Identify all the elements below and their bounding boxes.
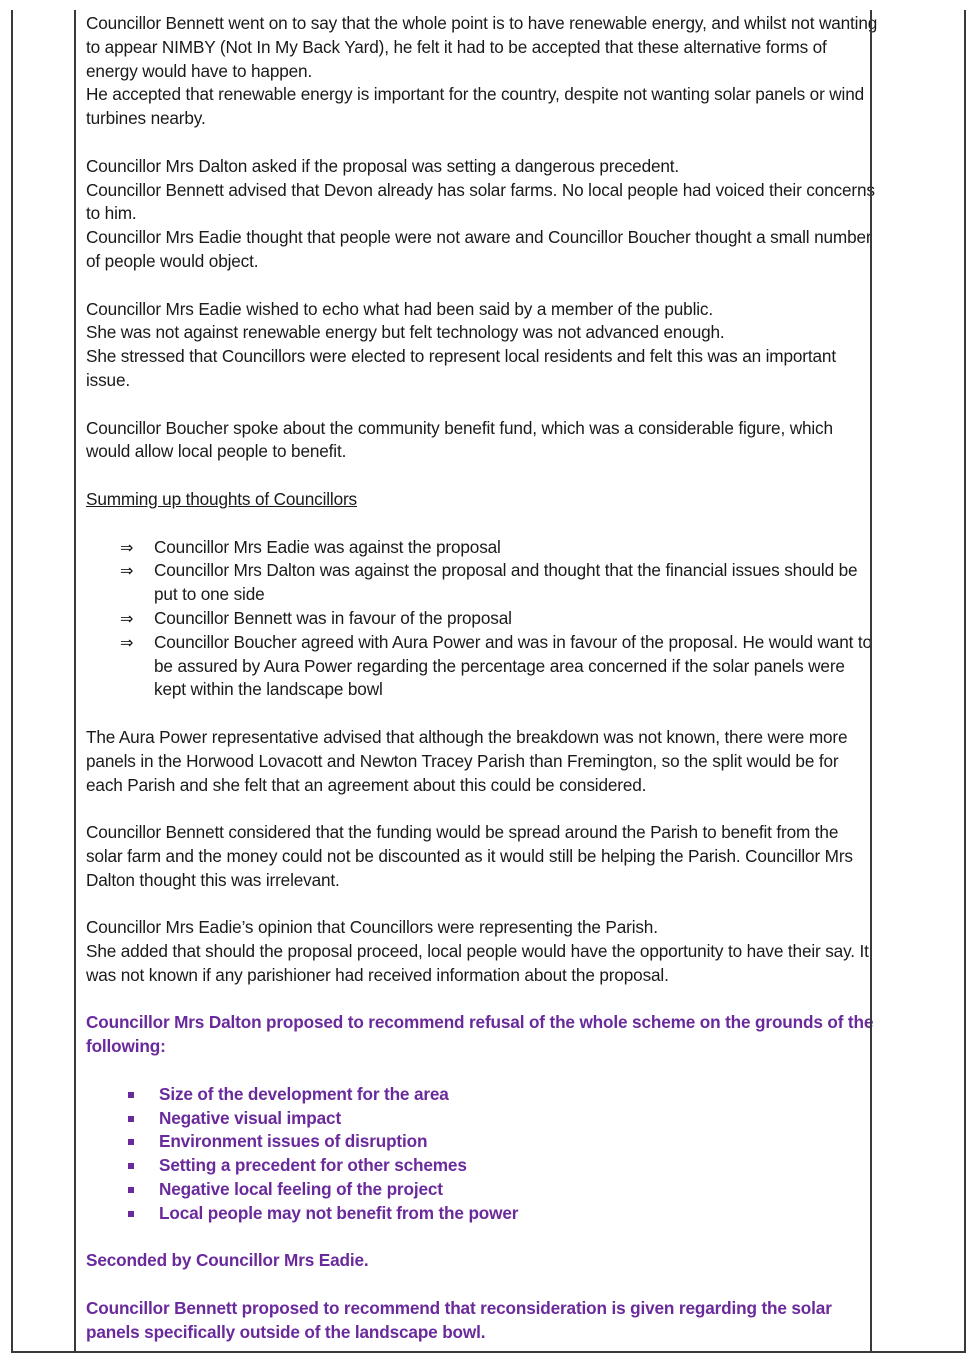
arrow-icon: ⇒ [120,537,134,557]
reconsideration-proposal: Councillor Bennett proposed to recommend that reconsideration is given regarding the solar panels specifically outside of the landscape bowl. [86,1298,832,1342]
seconded-line: Seconded by Councillor Mrs Eadie. [86,1250,369,1271]
eadie-echo-line: Councillor Mrs Eadie wished to echo what had been said by a member of the public. [86,298,714,319]
list-item-text: Negative local feeling of the project [159,1179,443,1200]
list-item-text: Councillor Mrs Dalton was against the proposal and thought that the financial issues should be put to one side [154,560,858,605]
list-item-text: Size of the development for the area [159,1083,449,1104]
square-bullet-icon [128,1139,134,1145]
arrow-icon: ⇒ [120,632,134,652]
summing-list [86,536,878,703]
list-item [86,631,878,702]
eadie-technology-line: She was not against renewable energy but felt technology was not advanced enough. [86,322,725,343]
item-number-column [13,10,76,1351]
bennett-renewable-paragraph: Councillor Bennett went on to say that the whole point is to have renewable energy, and whilst not wanting to appear NIMBY (Not In My Back Yard), he felt it had to be accepted that these alternative forms of energy would have to happen. [86,13,878,81]
list-item [86,1202,878,1226]
eadie-opinion-line: Councillor Mrs Eadie’s opinion that Councillors were representing the Parish. [86,917,658,938]
eadie-boucher-line: Councillor Mrs Eadie thought that people were not aware and Councillor Boucher thought a small number of people would object. [86,227,872,271]
action-column [870,10,964,1351]
list-item [86,1083,878,1107]
list-item [86,607,878,631]
grounds-list [86,1083,878,1226]
list-item [86,1107,878,1131]
minutes-table [11,10,966,1353]
list-item-text: Local people may not benefit from the power [159,1202,519,1223]
bennett-funding-paragraph: Councillor Bennett considered that the funding would be spread around the Parish to benefit from the solar farm and the money could not be discounted as it would still be helping the Parish. Councillor Mrs Dalton thought this was irrelevant. [86,822,853,890]
square-bullet-icon [128,1187,134,1193]
aura-power-paragraph: The Aura Power representative advised that although the breakdown was not known, there were more panels in the Horwood Lovacott and Newton Tracey Parish than Fremington, so the split would be for each Parish and she felt that an agreement about this could be considered. [86,726,848,795]
list-item-text: Councillor Boucher agreed with Aura Power and was in favour of the proposal. He would want to be assured by Aura Power regarding the percentage area concerned if the solar panels were kept within the landscape bowl [154,631,872,700]
list-item-text: Councillor Bennett was in favour of the proposal [154,607,512,628]
minutes-content [86,12,878,1345]
boucher-benefit-paragraph: Councillor Boucher spoke about the community benefit fund, which was a considerable figure, which would allow local people to benefit. [86,417,833,462]
list-item [86,1154,878,1178]
bennett-accepted-paragraph: He accepted that renewable energy is important for the country, despite not wanting solar panels or wind turbines nearby. [86,84,865,129]
square-bullet-icon [128,1092,134,1098]
eadie-say-line: She added that should the proposal proceed, local people would have the opportunity to have their say. It was not known if any parishioner had received information about the proposal. [86,941,869,985]
dalton-precedent-line: Councillor Mrs Dalton asked if the proposal was setting a dangerous precedent. [86,155,680,176]
square-bullet-icon [128,1211,134,1217]
list-item [86,1130,878,1154]
list-item [86,559,878,607]
list-item-text: Negative visual impact [159,1107,342,1128]
list-item-text: Councillor Mrs Eadie was against the proposal [154,536,501,557]
bennett-devon-line: Councillor Bennett advised that Devon already has solar farms. No local people had voiced their concerns to him. [86,179,875,224]
list-item-text: Environment issues of disruption [159,1131,428,1152]
list-item-text: Setting a precedent for other schemes [159,1155,467,1176]
eadie-residents-line: She stressed that Councillors were elected to represent local residents and felt this was an important issue. [86,346,836,390]
refusal-resolution: Councillor Mrs Dalton proposed to recommend refusal of the whole scheme on the grounds of the following: [86,1012,874,1057]
arrow-icon: ⇒ [120,561,134,581]
list-item [86,1178,878,1202]
list-item [86,536,878,560]
square-bullet-icon [128,1116,134,1122]
square-bullet-icon [128,1163,134,1169]
arrow-icon: ⇒ [120,608,134,628]
summing-heading: Summing up thoughts of Councillors [86,488,357,509]
